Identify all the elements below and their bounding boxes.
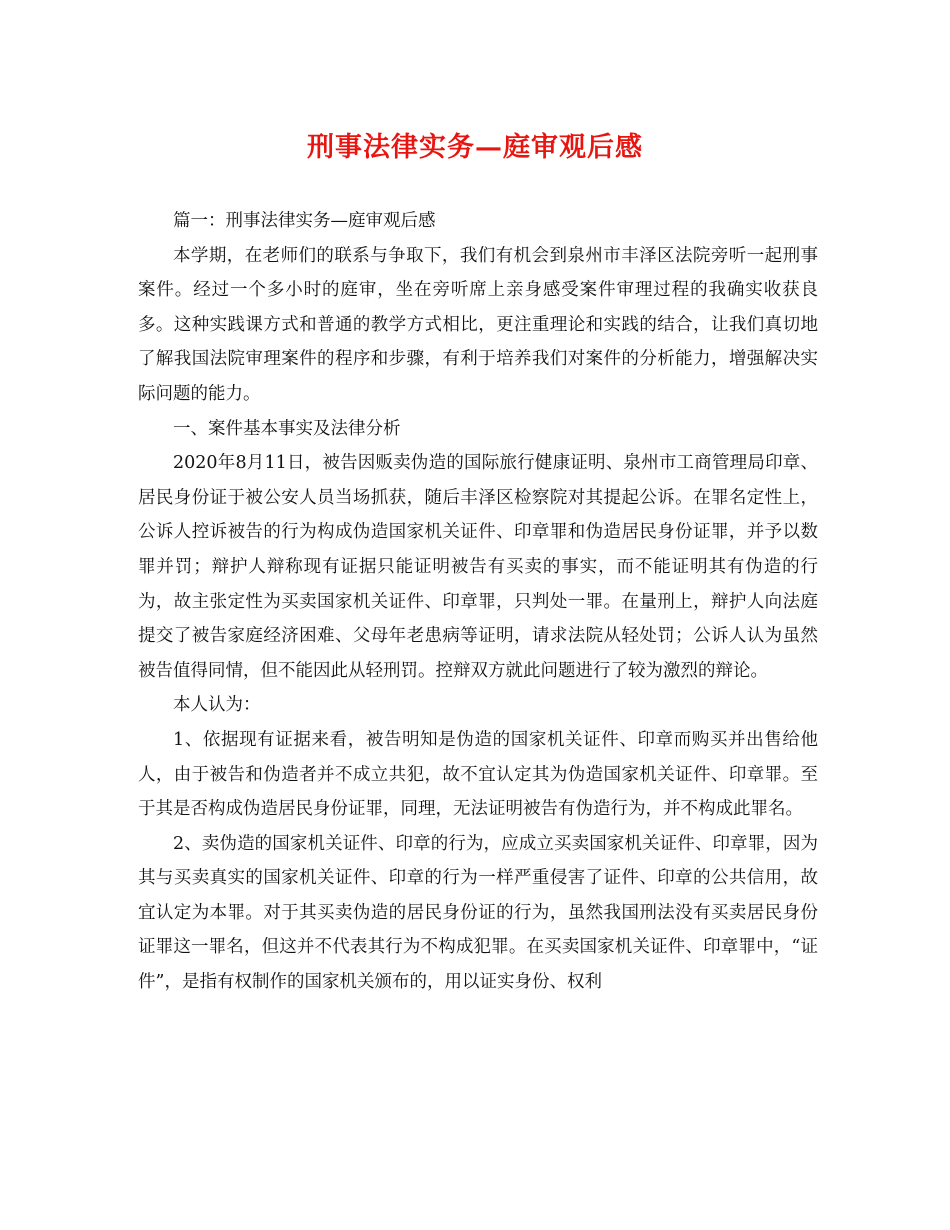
paragraph-opinion-lead: 本人认为： bbox=[173, 695, 261, 716]
paragraph-intro: 本学期，在老师们的联系与争取下，我们有机会到泉州市丰泽区法院旁听一起刑事案件。经过一个多小时的庭审，坐在旁听席上亲身感受案件审理过程的我确实收获良多。这种实践课方式和普通的教学方式相比，更注重理论和实践的结合，让我们真切地了解我国法院审理案件的程序和步骤，有利于培养我们对案件的分析能力，增强解决实际问题的能力。 bbox=[138, 245, 818, 404]
section-heading: 篇一：刑事法律实务—庭审观后感 bbox=[173, 211, 436, 231]
document-body bbox=[138, 204, 818, 1000]
document-title: 刑事法律实务—庭审观后感 bbox=[307, 132, 643, 163]
paragraph-case-facts: 2020年8月11日，被告因贩卖伪造的国际旅行健康证明、泉州市工商管理局印章、居民身份证于被公安人员当场抓获，随后丰泽区检察院对其提起公诉。在罪名定性上，公诉人控诉被告的行为构成伪造国家机关证件、印章罪和伪造居民身份证罪，并予以数罪并罚；辩护人辩称现有证据只能证明被告有买卖的事实，而不能证明其有伪造的行为，故主张定性为买卖国家机关证件、印章罪，只判处一罪。在量刑上，辩护人向法庭提交了被告家庭经济困难、父母年老患病等证明，请求法院从轻处罚；公诉人认为虽然被告值得同情，但不能因此从轻刑罚。控辩双方就此问题进行了较为激烈的辩论。 bbox=[138, 453, 818, 681]
section-heading: 一、案件基本事实及法律分析 bbox=[173, 418, 401, 439]
paragraph-point-1: 1、依据现有证据来看，被告明知是伪造的国家机关证件、印章而购买并出售给他人，由于被告和伪造者并不成立共犯，故不宜认定其为伪造国家机关证件、印章罪。至于其是否构成伪造居民身份证罪，同理，无法证明被告有伪造行为，并不构成此罪名。 bbox=[138, 729, 818, 820]
paragraph-point-2: 2、卖伪造的国家机关证件、印章的行为，应成立买卖国家机关证件、印章罪，因为其与买卖真实的国家机关证件、印章的行为一样严重侵害了证件、印章的公共信用，故宜认定为本罪。对于其买卖伪造的居民身份证的行为，虽然我国刑法没有买卖居民身份证罪这一罪名，但这并不代表其行为不构成犯罪。在买卖国家机关证件、印章罪中，“证件”，是指有权制作的国家机关颁布的，用以证实身份、权利 bbox=[138, 833, 818, 993]
